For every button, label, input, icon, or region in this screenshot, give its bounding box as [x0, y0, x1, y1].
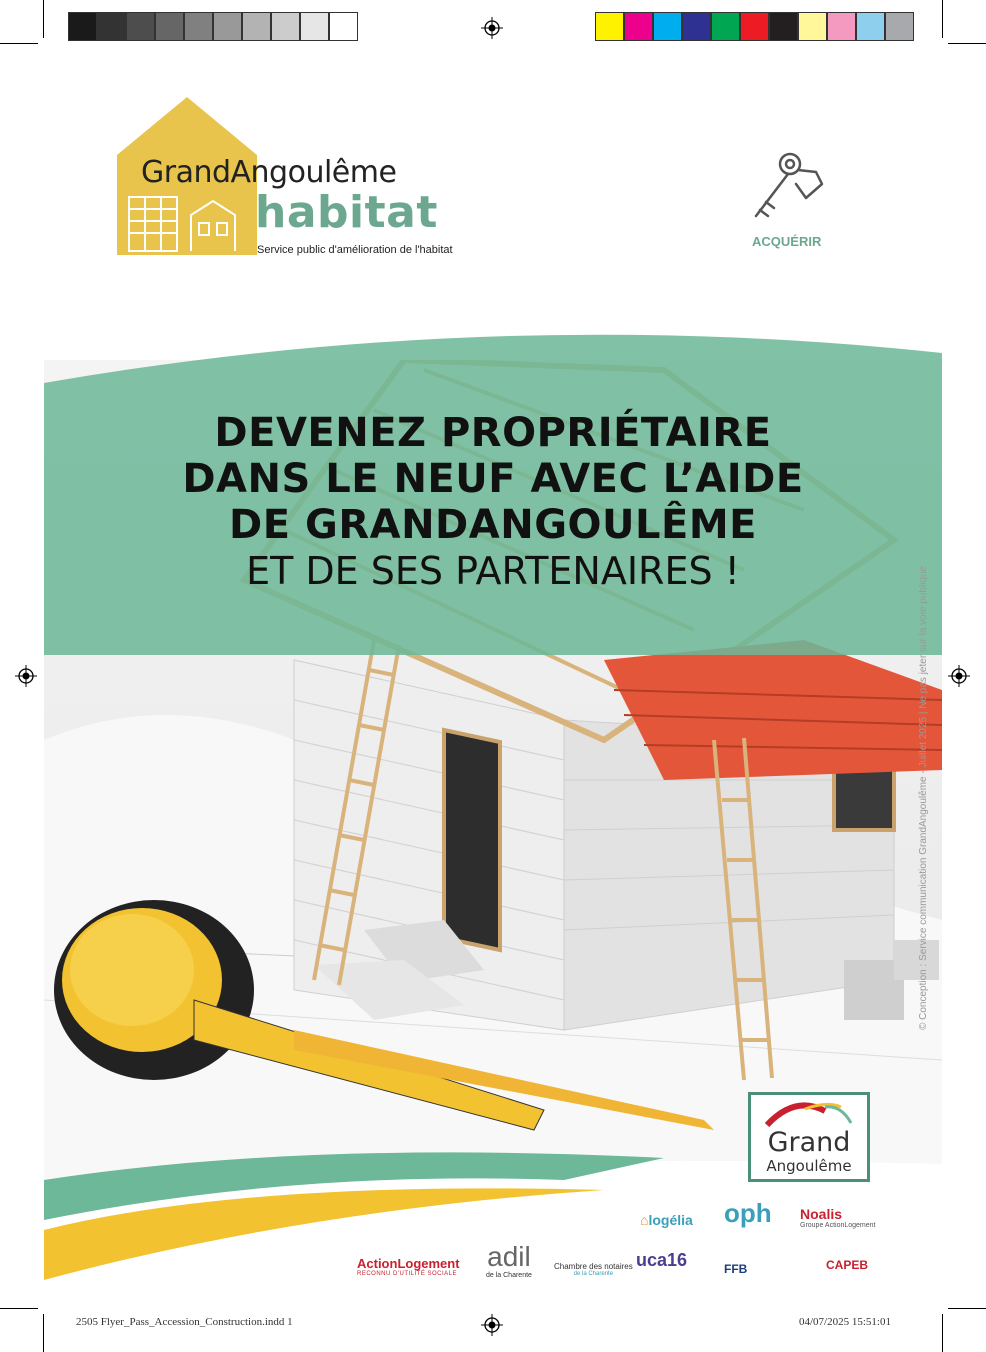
logelia-text: logélia [648, 1212, 693, 1228]
home-icon: ⌂ [640, 1212, 649, 1228]
print-date: 04/07/2025 15:51:01 [799, 1316, 891, 1328]
headline-line: DEVENEZ PROPRIÉTAIRE [214, 410, 772, 456]
file-name: 2505 Flyer_Pass_Accession_Construction.indd 1 [76, 1316, 293, 1328]
color-swatch [798, 12, 827, 41]
color-swatch [885, 12, 914, 41]
capeb-logo: CAPEB [826, 1258, 869, 1272]
notaires-text: Chambre des notaires [554, 1262, 633, 1271]
logelia-logo [640, 1212, 693, 1228]
color-swatch [126, 12, 155, 41]
uca16-logo: uca16 [636, 1250, 688, 1270]
color-swatch [97, 12, 126, 41]
crop-mark [942, 1314, 943, 1352]
crop-mark [0, 1308, 38, 1309]
color-swatch [856, 12, 885, 41]
logo-tagline: Service public d'amélioration de l'habitat [257, 244, 453, 256]
crop-mark [43, 1314, 44, 1352]
color-swatch [653, 12, 682, 41]
headline-line: DE GRANDANGOULÊME [229, 502, 757, 548]
crop-mark [948, 1308, 986, 1309]
headline [44, 410, 942, 594]
subheadline: ET DE SES PARTENAIRES ! [246, 549, 740, 593]
color-swatch [329, 12, 358, 41]
badge-line1: Grand [767, 1127, 851, 1158]
grandangouleme-habitat-logo [117, 97, 467, 267]
color-swatch [300, 12, 329, 41]
adil-logo [486, 1242, 532, 1279]
color-swatch [271, 12, 300, 41]
color-swatch [827, 12, 856, 41]
color-swatch [624, 12, 653, 41]
design-credit: © Conception : Service communication GrandAngoulême - Juillet 2025 | Ne pas jeter sur la voie publique [918, 565, 929, 1030]
color-swatch [242, 12, 271, 41]
adil-subtext: de la Charente [486, 1272, 532, 1279]
color-swatch [740, 12, 769, 41]
ffb-logo: FFB [724, 1262, 748, 1276]
registration-mark-icon [948, 665, 970, 687]
logo-title: GrandAngoulême [141, 155, 397, 190]
registration-mark-icon [481, 1314, 503, 1336]
color-bar [595, 12, 914, 41]
adil-text: adil [487, 1241, 531, 1272]
crop-mark [0, 43, 38, 44]
color-swatch [682, 12, 711, 41]
crop-mark [43, 0, 44, 38]
grandangouleme-badge [748, 1092, 870, 1182]
color-swatch [213, 12, 242, 41]
action-logement-subtext: RECONNU D'UTILITÉ SOCIALE [357, 1271, 457, 1277]
registration-mark-icon [481, 17, 503, 39]
key-icon [748, 150, 828, 228]
badge-line2: Angoulême [766, 1157, 852, 1175]
color-swatch [184, 12, 213, 41]
noalis-logo [800, 1206, 876, 1229]
action-logement-text: ActionLogement [357, 1256, 460, 1271]
color-swatch [711, 12, 740, 41]
logo-subtitle: habitat [255, 187, 438, 238]
swoosh-icon [765, 1101, 855, 1127]
headline-line: DANS LE NEUF AVEC L’AIDE [182, 456, 804, 502]
color-swatch [155, 12, 184, 41]
oph-logo: oph [724, 1198, 772, 1228]
notaires-subtext: de la Charente [573, 1271, 614, 1277]
category-label: ACQUÉRIR [752, 234, 822, 249]
noalis-text: Noalis [800, 1206, 843, 1222]
crop-mark [948, 43, 986, 44]
notaires-logo [554, 1262, 633, 1277]
noalis-subtext: Groupe ActionLogement [800, 1222, 876, 1229]
color-swatch [68, 12, 97, 41]
registration-mark-icon [15, 665, 37, 687]
color-swatch [595, 12, 624, 41]
color-swatch [769, 12, 798, 41]
grayscale-bar [68, 12, 358, 41]
crop-mark [942, 0, 943, 38]
action-logement-logo [357, 1256, 460, 1277]
